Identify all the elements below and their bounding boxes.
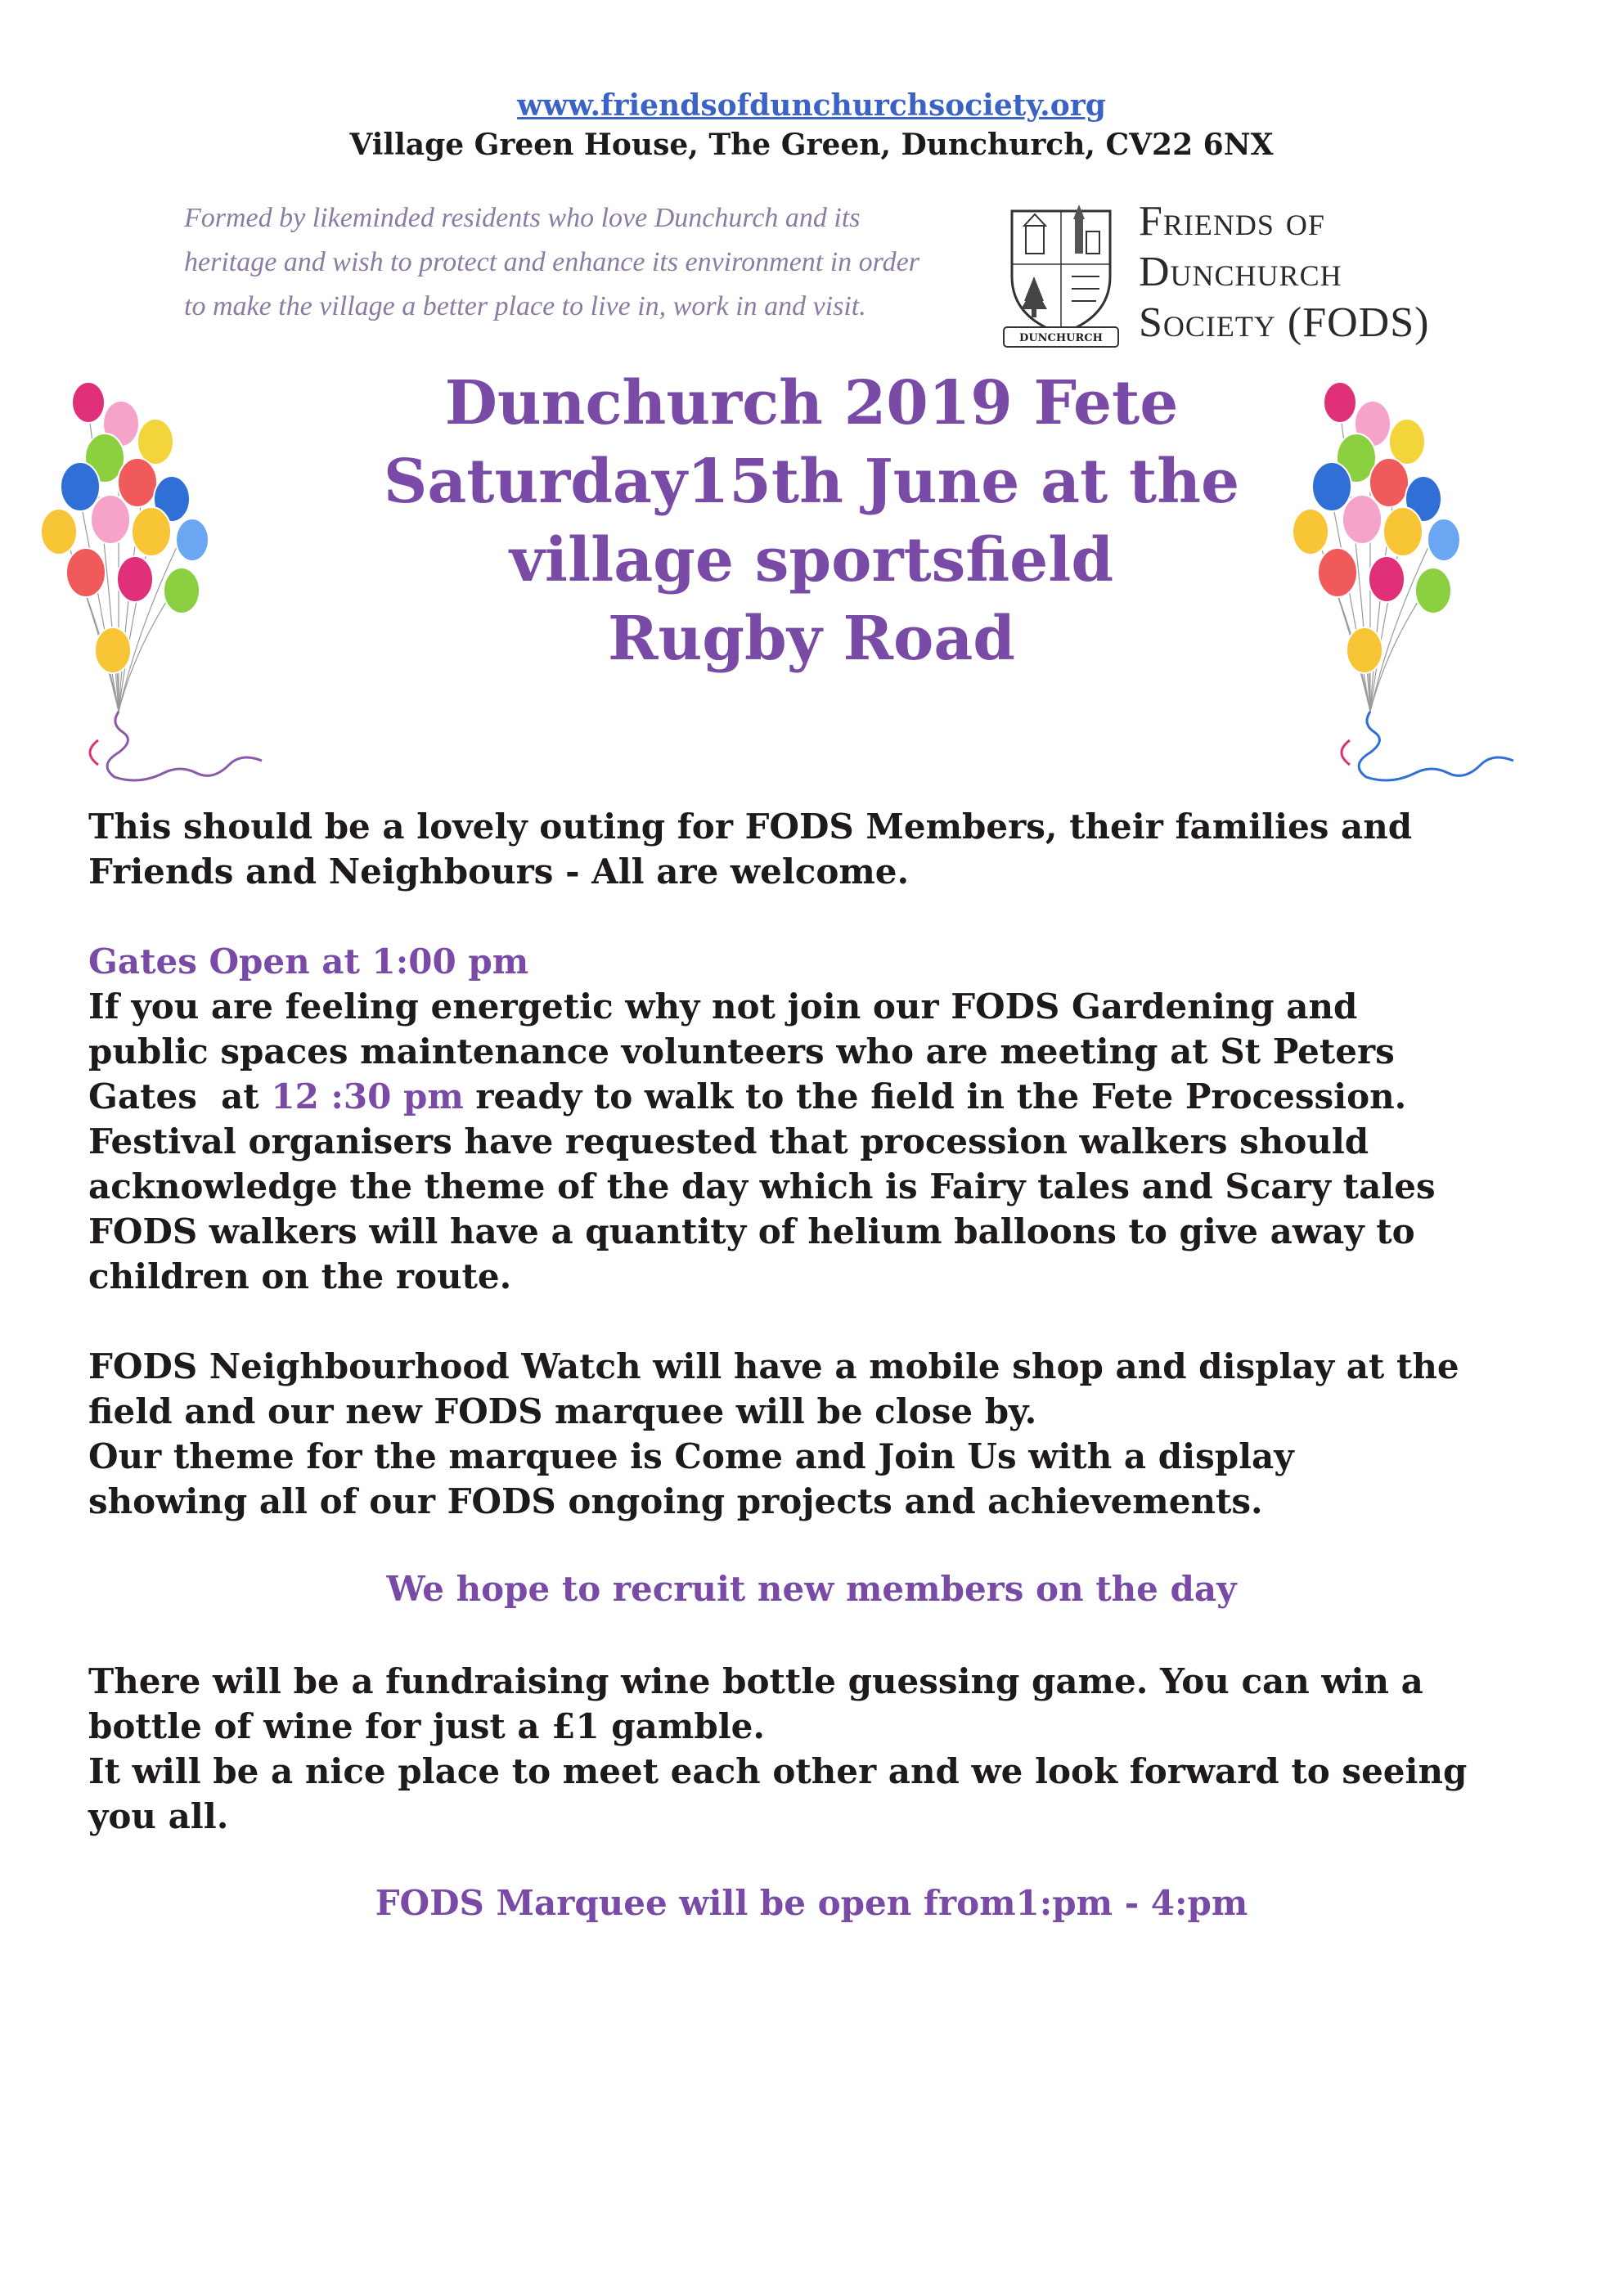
text-line: you all. (88, 1796, 229, 1836)
text-segment: ready to walk to the field in the Fete Procession. (463, 1076, 1407, 1117)
meeting-time: 12 :30 pm (271, 1076, 464, 1117)
org-name-line: Dunchurch (1139, 249, 1342, 295)
crest-logo-icon (1000, 186, 1122, 350)
website-link[interactable]: www.friendsofdunchurchsociety.org (517, 88, 1106, 123)
text-line: Festival organisers have requested that procession walkers should (88, 1121, 1369, 1161)
watch-paragraph (88, 1344, 1544, 1524)
text-line: Friends and Neighbours - All are welcome. (88, 851, 910, 892)
text-line: FODS walkers will have a quantity of helium balloons to give away to (88, 1211, 1415, 1251)
text-line: children on the route. (88, 1256, 512, 1296)
mission-line: Formed by likeminded residents who love Dunchurch and its (184, 203, 861, 233)
text-line: There will be a fundraising wine bottle guessing game. You can win a (88, 1661, 1423, 1701)
intro-paragraph (88, 804, 1544, 894)
text-line (88, 1074, 1544, 1119)
text-line: field and our new FODS marquee will be close by. (88, 1391, 1037, 1431)
text-segment: Gates at (88, 1076, 272, 1117)
marquee-hours: FODS Marquee will be open from1:pm - 4:pm (375, 1883, 1248, 1923)
mission-statement (184, 196, 945, 329)
text-line: This should be a lovely outing for FODS Members, their families and (88, 807, 1413, 847)
address: Village Green House, The Green, Dunchurch, CV22 6NX (349, 128, 1274, 162)
gates-paragraph (88, 939, 1544, 1299)
text-line: acknowledge the theme of the day which is Fairy tales and Scary tales (88, 1166, 1436, 1206)
text-line: showing all of our FODS ongoing projects and achievements. (88, 1481, 1263, 1521)
crest-label: DUNCHURCH (1019, 332, 1103, 344)
text-line: Our theme for the marquee is Come and Join Us with a display (88, 1436, 1294, 1476)
mission-line: to make the village a better place to live in, work in and visit. (184, 291, 866, 321)
headline-line: village sportsfield (509, 525, 1114, 595)
organisation-name (1139, 196, 1429, 348)
text-line: FODS Neighbourhood Watch will have a mobile shop and display at the (88, 1346, 1459, 1386)
text-line: If you are feeling energetic why not join our FODS Gardening and (88, 986, 1358, 1027)
headline-line: Saturday15th June at the (383, 447, 1240, 517)
recruit-notice: We hope to recruit new members on the day (386, 1569, 1237, 1609)
event-headline (0, 364, 1623, 678)
org-name-line: Society (FODS) (1139, 299, 1430, 346)
org-name-line: Friends of (1139, 198, 1325, 245)
fundraising-paragraph (88, 1659, 1544, 1839)
text-line: It will be a nice place to meet each other and we look forward to seeing (88, 1751, 1468, 1791)
gates-heading: Gates Open at 1:00 pm (88, 941, 529, 982)
headline-line: Rugby Road (607, 604, 1016, 674)
text-line: bottle of wine for just a £1 gamble. (88, 1706, 765, 1746)
headline-line: Dunchurch 2019 Fete (444, 368, 1179, 438)
text-line: public spaces maintenance volunteers who are meeting at St Peters (88, 1031, 1395, 1072)
mission-line: heritage and wish to protect and enhance its environment in order (184, 247, 919, 277)
